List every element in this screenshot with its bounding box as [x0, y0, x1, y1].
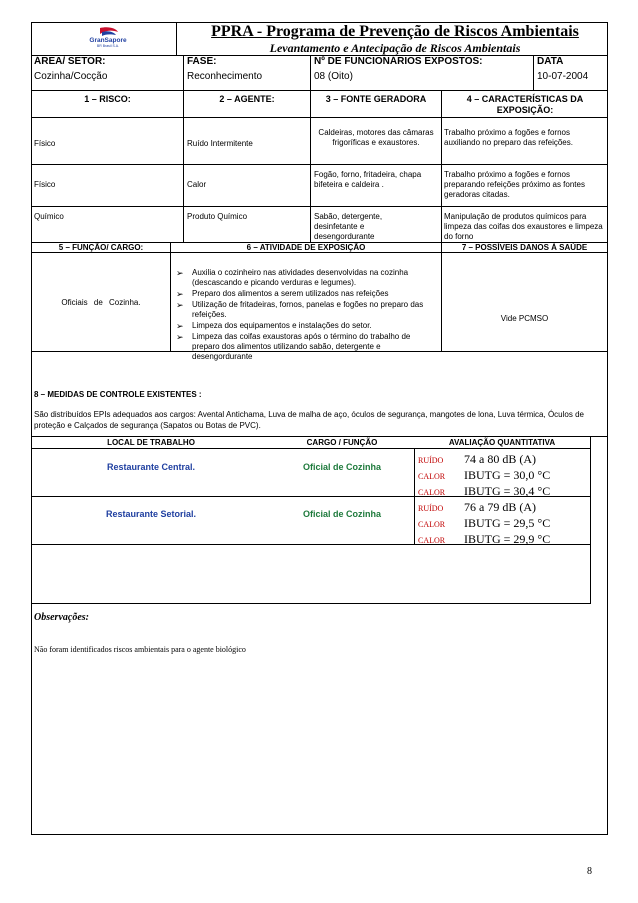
- risk-row-1-fonte: Caldeiras, motores das câmaras frigoríficas e exaustores.: [318, 128, 434, 147]
- eval-2-item-2-tipo: CALOR: [418, 520, 446, 529]
- eval-header-avaliacao: AVALIAÇÃO QUANTITATIVA: [448, 438, 556, 447]
- eval-header-cargo: CARGO / FUNÇÃO: [306, 438, 378, 447]
- risk-row-2-agente: Calor: [187, 180, 207, 189]
- eval-1-item-2-tipo: CALOR: [418, 472, 446, 481]
- atividade-item-1: ➢ Auxilia o cozinheiro nas atividades desenvolvidas na cozinha (descascando e picando verduras e legumes).: [176, 268, 438, 288]
- risk-header-caracteristicas: 4 – CARACTERÍSTICAS DA EXPOSIÇÃO:: [466, 94, 584, 115]
- funcionarios-label: Nº DE FUNCIONÁRIOS EXPOSTOS:: [314, 56, 483, 67]
- risk-header-risco: 1 – RISCO:: [84, 94, 131, 104]
- func-header-funcao: 5 – FUNÇÃO/ CARGO:: [58, 243, 144, 252]
- eval-2-item-1-valor: 76 a 79 dB (A): [464, 500, 536, 514]
- func-header-atividade: 6 – ATIVIDADE DE EXPOSIÇÃO: [246, 243, 366, 252]
- eval-2-item-3-tipo: CALOR: [418, 536, 446, 545]
- logo-text: GranSapore: [89, 37, 127, 44]
- eval-2-item-2-valor: IBUTG = 29,5 °C: [464, 516, 551, 530]
- funcao-value: Oficiais de Cozinha.: [61, 298, 141, 307]
- atividade-item-3: ➢ Utilização de fritadeiras, fornos, panelas e fogões no preparo das refeições.: [176, 300, 438, 320]
- eval-1-cargo: Oficial de Cozinha: [302, 462, 381, 472]
- risk-row-3-caracteristicas: Manipulação de produtos químicos para limpeza das coifas dos exaustores e limpeza do forno: [444, 212, 603, 241]
- risk-row-3-fonte: Sabão, detergente, desinfetante e desengordurante: [314, 212, 383, 241]
- eval-2-local: Restaurante Setorial.: [105, 509, 197, 519]
- risk-row-3-risco: Químico: [34, 212, 64, 221]
- eval-1-item-2-valor: IBUTG = 30,0 °C: [464, 468, 551, 482]
- company-logo: [78, 26, 138, 50]
- logo-subtext: BR Brasil S.A.: [96, 44, 120, 48]
- area-label: ÁREA/ SETOR:: [34, 56, 106, 67]
- risk-row-2-fonte: Fogão, forno, fritadeira, chapa bifeteira e caldeira .: [314, 170, 422, 189]
- risk-row-1-risco: Físico: [34, 139, 56, 148]
- area-value: Cozinha/Cocção: [34, 71, 108, 82]
- eval-2-item-3-valor: IBUTG = 29,9 °C: [464, 532, 551, 546]
- observacoes-text: Não foram identificados riscos ambientais para o agente biológico: [34, 645, 246, 654]
- danos-value: Vide PCMSO: [500, 314, 549, 323]
- page-title: PPRA - Programa de Prevenção de Riscos Ambientais: [211, 23, 579, 40]
- atividade-item-4: ➢ Limpeza dos equipamentos e instalações do setor.: [176, 321, 438, 331]
- atividade-item-2: ➢ Preparo dos alimentos a serem utilizados nas refeições: [176, 289, 438, 299]
- func-header-danos: 7 – POSSÍVEIS DANOS À SAÚDE: [461, 243, 588, 252]
- risk-row-3-agente: Produto Químico: [187, 212, 248, 221]
- risk-row-1-caracteristicas: Trabalho próximo a fogões e fornos auxiliando no preparo das refeições.: [444, 128, 573, 147]
- funcionarios-value: 08 (Oito): [314, 71, 353, 82]
- fase-label: FASE:: [187, 56, 217, 67]
- risk-row-2-risco: Físico: [34, 180, 56, 189]
- atividade-item-5: ➢ Limpeza das coifas exaustoras após o término do trabalho de preparo dos alimentos utilizando sabão, detergente e desengordurante: [176, 332, 438, 362]
- eval-1-item-1-tipo: RUÍDO: [418, 456, 444, 465]
- page-number: 8: [587, 866, 592, 877]
- atividades-list: [176, 268, 438, 363]
- risk-header-agente: 2 – AGENTE:: [219, 94, 275, 104]
- eval-2-item-1-tipo: RUÍDO: [418, 504, 444, 513]
- data-value: 10-07-2004: [537, 71, 589, 82]
- eval-1-item-3-valor: IBUTG = 30,4 °C: [464, 484, 551, 498]
- risk-row-1-agente: Ruído Intermitente: [187, 139, 253, 148]
- eval-2-item-3: [418, 530, 588, 548]
- risk-row-2-caracteristicas: Trabalho próximo a fogões e fornos preparando refeições próximo as fontes geradoras citadas.: [444, 170, 585, 199]
- eval-header-local: LOCAL DE TRABALHO: [107, 438, 195, 447]
- risk-header-fonte: 3 – FONTE GERADORA: [325, 94, 427, 104]
- eval-1-local: Restaurante Central.: [106, 462, 196, 472]
- medidas-label: 8 – MEDIDAS DE CONTROLE EXISTENTES :: [34, 390, 202, 399]
- eval-2-cargo: Oficial de Cozinha: [302, 509, 381, 519]
- eval-1-item-3-tipo: CALOR: [418, 488, 446, 497]
- fase-value: Reconhecimento: [187, 71, 263, 82]
- eval-1-item-1-valor: 74 a 80 dB (A): [464, 452, 536, 466]
- medidas-text: São distribuídos EPIs adequados aos cargos: Avental Antichama, Luva de malha de aço, óculos de segurança, mangotes de lona, Luva térmica, Óculos de proteção e Calçados de segurança (Sapatos ou Botas de PVC).: [34, 410, 584, 430]
- observacoes-label: Observações:: [34, 612, 89, 623]
- data-label: DATA: [537, 56, 564, 67]
- page-subtitle: Levantamento e Antecipação de Riscos Ambientais: [269, 41, 521, 55]
